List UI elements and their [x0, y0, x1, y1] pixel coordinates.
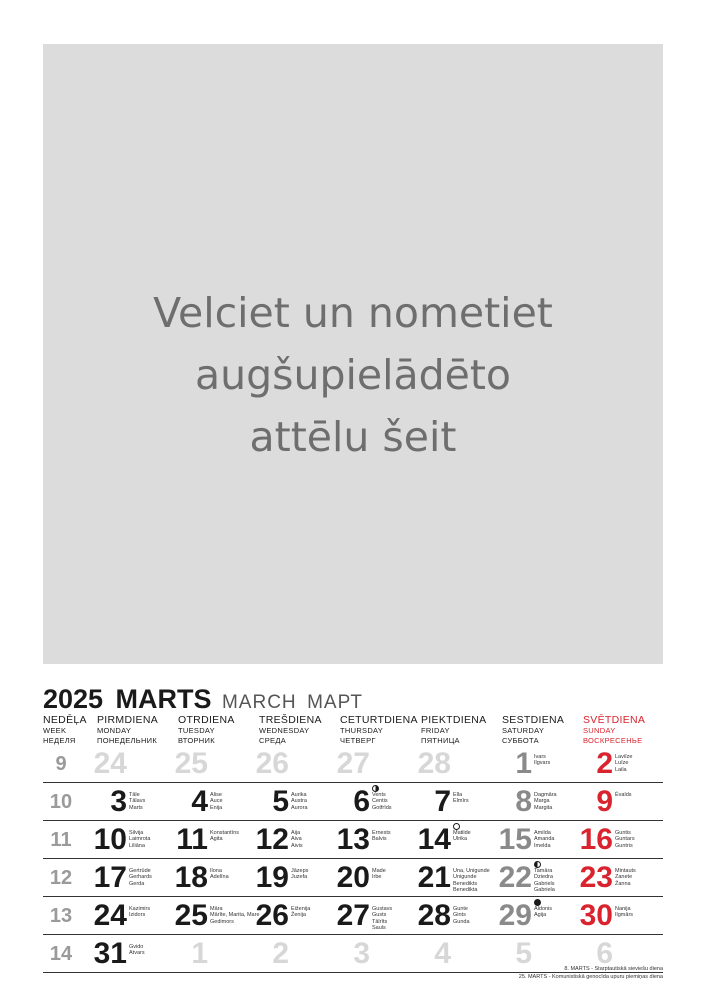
day-number: 3 [353, 937, 370, 970]
name-days: Kazimirs Izidors [129, 906, 151, 919]
day-cell[interactable] [162, 821, 243, 859]
day-number: 23 [579, 861, 613, 894]
day-header-thursday-en: THURSDAY [340, 726, 384, 735]
day-header-sunday [583, 714, 645, 746]
moon-phase-new-icon [534, 899, 541, 906]
day-header-tuesday [178, 714, 235, 746]
day-number: 10 [93, 823, 127, 856]
day-number: 27 [336, 899, 370, 932]
name-days: Ernests Balvis [372, 830, 391, 843]
name-days: Tāle Tālavs Marts [129, 792, 146, 811]
name-days: Aldonis Agija [534, 906, 553, 919]
week-row [43, 821, 663, 859]
day-header-friday-ru: ПЯТНИЦА [421, 736, 460, 745]
name-days: Jāzeps Juzefa [291, 868, 309, 881]
day-cell[interactable] [81, 935, 162, 973]
name-days: Vents Centis Gotfrīds [372, 792, 392, 811]
name-days: Tamāra Dziedra Gabriels Gabriela [534, 868, 555, 893]
day-number: 8 [515, 785, 532, 818]
day-cell[interactable] [486, 897, 567, 935]
name-days: Aija Aiva Aivis [291, 830, 303, 849]
day-header-wednesday-en: WEDNESDAY [259, 726, 310, 735]
footnote: 8. MARTS - Starptautiskā sieviešu diena [564, 966, 663, 972]
day-cell[interactable] [243, 859, 324, 897]
day-header-sunday-ru: ВОСКРЕСЕНЬЕ [583, 736, 643, 745]
name-days: Māra Mārīte, Marita, Mare Gedimors [210, 906, 260, 925]
day-header-thursday-lv: CETURTDIENA [340, 714, 418, 726]
week-number: 13 [49, 905, 73, 927]
photo-drop-zone[interactable] [43, 44, 663, 664]
day-cell[interactable] [324, 783, 405, 821]
day-number: 24 [93, 747, 127, 780]
day-cell[interactable] [81, 821, 162, 859]
day-cell[interactable] [162, 897, 260, 935]
day-number: 24 [93, 899, 127, 932]
day-cell[interactable] [486, 859, 567, 897]
drop-line-3: attēlu šeit [249, 413, 457, 461]
day-number: 11 [176, 823, 208, 856]
day-cell[interactable] [405, 935, 486, 973]
moon-phase-full-icon [453, 823, 460, 830]
day-number: 18 [174, 861, 208, 894]
day-number: 1 [515, 747, 532, 780]
holiday-footnotes [519, 966, 663, 981]
day-header-friday [421, 714, 486, 746]
week-row [43, 859, 663, 897]
week-row [43, 783, 663, 821]
day-number: 9 [596, 785, 613, 818]
day-header-tuesday-en: TUESDAY [178, 726, 215, 735]
day-number: 16 [579, 823, 613, 856]
name-days: Gustavs Gusts Tālrīts Sauls [372, 906, 393, 931]
day-header-wednesday [259, 714, 322, 746]
week-number: 12 [49, 867, 73, 889]
day-number: 30 [579, 899, 613, 932]
day-header-tuesday-ru: ВТОРНИК [178, 736, 215, 745]
day-header-saturday-ru: СУББОТА [502, 736, 539, 745]
day-cell[interactable] [405, 783, 486, 821]
day-cell[interactable] [486, 745, 567, 783]
name-days: Dagmāra Marga Margita [534, 792, 557, 811]
day-cell[interactable] [81, 859, 162, 897]
day-cell[interactable] [81, 783, 162, 821]
day-header-wednesday-lv: TREŠDIENA [259, 714, 322, 726]
day-number: 22 [498, 861, 532, 894]
day-number: 29 [498, 899, 532, 932]
day-number: 4 [434, 937, 451, 970]
name-days: Alise Auce Enija [210, 792, 223, 811]
day-cell[interactable] [324, 745, 405, 783]
day-cell[interactable] [567, 783, 648, 821]
name-days: Gvido Atvars [129, 944, 145, 957]
name-days: Ella Elmīrs [453, 792, 469, 805]
name-days: Ēvalds [615, 792, 632, 798]
day-number: 5 [515, 937, 532, 970]
moon-phase-half-icon [372, 785, 379, 792]
name-days: Una, Unigunde Unigunde Benedikts Benedikta [453, 868, 490, 893]
week-number: 11 [50, 829, 72, 851]
day-header-saturday-lv: SESTDIENA [502, 714, 565, 726]
day-number: 6 [596, 937, 613, 970]
day-header-monday [97, 714, 158, 746]
day-cell[interactable] [567, 821, 648, 859]
week-header-en: WEEK [43, 726, 67, 735]
name-days: Ilona Adelīna [210, 868, 229, 881]
day-cell[interactable] [324, 897, 405, 935]
name-days: Silvija Laimrota Liliāna [129, 830, 151, 849]
week-header-ru: НЕДЕЛЯ [43, 736, 76, 745]
title-month-en: MARCH [221, 692, 297, 713]
day-header-saturday-en: SATURDAY [502, 726, 545, 735]
name-days: Eiženija Ženija [291, 906, 311, 919]
day-header-tuesday-lv: OTRDIENA [178, 714, 235, 726]
calendar-title [43, 684, 363, 715]
day-header-monday-ru: ПОНЕДЕЛЬНИК [97, 736, 158, 745]
day-header-thursday-ru: ЧЕТВЕРГ [340, 736, 376, 745]
week-number: 10 [49, 791, 73, 813]
day-cell[interactable] [567, 859, 648, 897]
day-number: 17 [93, 861, 127, 894]
week-header-lv: NEDĒĻA [43, 714, 87, 726]
name-days: Konstantīns Agita [210, 830, 240, 843]
title-year: 2025 [43, 684, 104, 714]
day-cell[interactable] [324, 859, 405, 897]
day-number: 21 [417, 861, 451, 894]
name-days: Gertrūde Gerhards Gerda [129, 868, 152, 887]
name-days: Gunte Gints Gunda [453, 906, 470, 925]
day-cell[interactable] [162, 935, 243, 973]
day-number: 28 [417, 899, 451, 932]
day-cell[interactable] [405, 821, 486, 859]
day-number: 5 [272, 785, 289, 818]
day-number: 25 [174, 899, 208, 932]
day-number: 2 [272, 937, 289, 970]
day-number: 6 [353, 785, 370, 818]
name-days: Ivars Ilgvars [534, 754, 551, 767]
day-number: 1 [191, 937, 208, 970]
drop-line-2: augšupielādēto [194, 351, 512, 399]
title-month-ru: МАРТ [307, 692, 364, 713]
day-header-sunday-en: SUNDAY [583, 726, 616, 735]
name-days: Guntis Guntars Guntris [615, 830, 635, 849]
day-number: 20 [336, 861, 370, 894]
day-number: 3 [110, 785, 127, 818]
day-number: 28 [417, 747, 451, 780]
name-days: Made Irbe [372, 868, 386, 881]
day-cell[interactable] [486, 783, 567, 821]
day-number: 25 [174, 747, 208, 780]
day-number: 15 [498, 823, 532, 856]
day-header-monday-en: MONDAY [97, 726, 132, 735]
name-days: Matilde Ulrika [453, 830, 471, 843]
week-header [43, 714, 87, 746]
name-days: Laviīze Luīze Laila [615, 754, 633, 773]
day-number: 4 [191, 785, 208, 818]
day-header-friday-lv: PIEKTDIENA [421, 714, 487, 726]
day-cell[interactable] [243, 821, 324, 859]
day-header-thursday [340, 714, 418, 746]
name-days: Amilda Amanda Imelda [534, 830, 555, 849]
day-header-friday-en: FRIDAY [421, 726, 450, 735]
week-row [43, 745, 663, 783]
day-cell[interactable] [567, 897, 648, 935]
day-number: 2 [596, 747, 613, 780]
day-number: 26 [255, 747, 289, 780]
week-number: 14 [49, 943, 73, 965]
day-header-sunday-lv: SVĒTDIENA [583, 714, 646, 726]
footnote: 25. MARTS - Komunistiskā genocīda upuru piemiņas diena [518, 973, 663, 980]
day-number: 12 [255, 823, 289, 856]
day-cell[interactable] [243, 783, 324, 821]
day-number: 26 [255, 899, 289, 932]
day-cell[interactable] [243, 745, 324, 783]
drop-line-1: Velciet un nometiet [153, 289, 553, 337]
drop-instructions [43, 282, 663, 468]
day-cell[interactable] [405, 745, 486, 783]
day-number: 19 [255, 861, 289, 894]
day-number: 14 [417, 823, 451, 856]
day-number: 31 [93, 937, 127, 970]
day-cell[interactable] [243, 935, 324, 973]
day-cell[interactable] [324, 935, 405, 973]
day-header-wednesday-ru: СРЕДА [259, 736, 287, 745]
day-number: 13 [336, 823, 370, 856]
day-header-monday-lv: PIRMDIENA [97, 714, 159, 726]
day-cell[interactable] [405, 897, 486, 935]
day-cell[interactable] [324, 821, 405, 859]
day-number: 27 [336, 747, 370, 780]
day-cell[interactable] [162, 859, 243, 897]
day-cell[interactable] [243, 897, 324, 935]
name-days: Aurika Austra Aurora [291, 792, 308, 811]
day-cell[interactable] [405, 859, 490, 897]
day-header-saturday [502, 714, 564, 746]
name-days: Nanija Ilgmārs [615, 906, 634, 919]
title-month-lv: MARTS [115, 684, 212, 714]
day-number: 7 [434, 785, 451, 818]
moon-phase-first-icon [534, 861, 541, 868]
day-cell[interactable] [162, 783, 243, 821]
day-cell[interactable] [81, 745, 162, 783]
day-cell[interactable] [567, 745, 648, 783]
day-cell[interactable] [486, 821, 567, 859]
week-number: 9 [55, 753, 67, 775]
week-row [43, 897, 663, 935]
day-cell[interactable] [81, 897, 162, 935]
day-cell[interactable] [162, 745, 243, 783]
name-days: Mintauts Zanete Žanna [615, 868, 636, 887]
